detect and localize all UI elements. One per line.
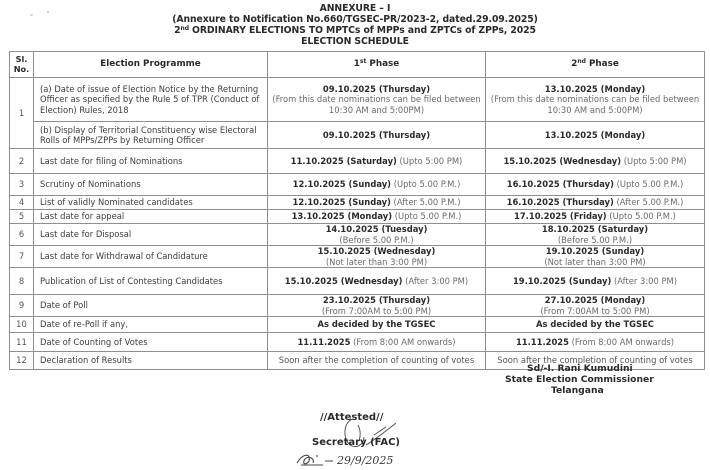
phase-date: 13.10.2025 (Monday) [291,211,393,222]
column-header-programme: Election Programme [34,52,268,78]
phase-note: (After 3:00 PM) [613,275,678,286]
phase-1-cell [268,352,486,370]
phase-date: 16.10.2025 (Thursday) [506,197,614,208]
phase-note: (Upto 5:00 PM) [399,155,463,166]
phase-date: 09.10.2025 (Thursday) [322,129,431,140]
phase-date: As decided by the TGSEC [536,319,654,330]
row-serial-number: 7 [10,246,34,268]
table-row [10,333,705,352]
phase-2-cell [486,196,705,210]
phase-2-cell [486,174,705,196]
phase-note: (From this date nominations can be filed between 10:30 AM and 5:00PM) [272,94,481,115]
phase-date: 11.11.2025 [297,336,351,347]
phase-date: 13.10.2025 (Monday) [544,84,646,95]
phase-date: 19.10.2025 (Sunday) [545,246,645,257]
row-serial-number: 6 [10,224,34,246]
document-header [0,3,710,47]
phase-note: (Upto 5:00 PM) [623,155,687,166]
phase-note: Soon after the completion of counting of votes [278,355,475,366]
phase-note: (Upto 5.00 P.M.) [394,211,462,222]
phase-note: (From 7:00AM to 5:00 PM) [321,305,432,316]
phase-note: (From 8:00 AM onwards) [571,336,675,347]
election-programme-cell: Declaration of Results [34,352,268,370]
annexure-title: ANNEXURE – I [319,3,391,14]
election-programme-cell: Last date for Withdrawal of Candidature [34,246,268,268]
phase-date: 18.10.2025 (Saturday) [541,224,649,235]
notification-reference: (Annexure to Notification No.660/TGSEC-PR/2023-2, dated.29.09.2025) [172,14,538,25]
phase-1-cell [268,317,486,333]
row-serial-number: 11 [10,333,34,352]
phase-1-cell [268,149,486,174]
table-row [10,122,705,149]
phase-date: 14.10.2025 (Tuesday) [325,224,428,235]
phase-note: (From 8:00 AM onwards) [353,336,456,347]
phase-date: 13.10.2025 (Monday) [544,129,646,140]
table-row [10,78,705,122]
phase-2-cell [486,149,705,174]
phase-note: (From 7:00AM to 5:00 PM) [540,305,650,316]
phase-1-cell [268,295,486,317]
phase-1-cell [268,196,486,210]
election-programme-cell: Scrutiny of Nominations [34,174,268,196]
signatory-state: Telangana [551,385,604,396]
table-header-row [10,52,705,78]
election-title: 2nd ORDINARY ELECTIONS TO MPTCs of MPPs and ZPTCs of ZPPs, 2025 [174,25,536,36]
phase-2-cell [486,333,705,352]
row-serial-number: 4 [10,196,34,210]
phase-note: (After 3:00 PM) [405,275,469,286]
phase-1-cell [268,333,486,352]
phase-date: 11.10.2025 (Saturday) [290,155,397,166]
row-serial-number: 3 [10,174,34,196]
commissioner-signature-block [505,363,705,396]
row-serial-number: 1 [10,78,34,149]
phase-note: (Before 5.00 P.M.) [557,234,633,245]
phase-2-cell [486,246,705,268]
phase-note: (Not later than 3:00 PM) [325,256,428,267]
phase-date: As decided by the TGSEC [317,319,436,330]
phase-date: 12.10.2025 (Sunday) [292,197,391,208]
table-row [10,317,705,333]
table-row [10,268,705,295]
column-header-phase-1: 1st Phase [268,52,486,78]
phase-note: (Not later than 3:00 PM) [544,256,646,267]
election-programme-cell: Date of Counting of Votes [34,333,268,352]
phase-date: 12.10.2025 (Sunday) [292,179,392,190]
handwritten-signature-icon [293,447,423,469]
phase-2-cell [486,122,705,149]
row-serial-number: 10 [10,317,34,333]
phase-2-cell [486,317,705,333]
row-serial-number: 5 [10,210,34,224]
phase-note: (Before 5.00 P.M.) [339,234,414,245]
column-header-phase-2: 2nd Phase [486,52,705,78]
attested-label: //Attested// [320,412,384,423]
phase-note: (Upto 5.00 P.M.) [393,179,461,190]
phase-date: 19.10.2025 (Sunday) [512,275,612,286]
phase-date: 27.10.2025 (Monday) [544,295,646,306]
phase-1-cell [268,78,486,122]
table-row [10,210,705,224]
phase-date: 15.10.2025 (Wednesday) [317,246,436,257]
phase-date: 17.10.2025 (Friday) [514,211,607,222]
election-programme-cell: Date of Poll [34,295,268,317]
phase-note: (After 5.00 P.M.) [393,197,461,208]
phase-2-cell [486,224,705,246]
phase-date: 11.11.2025 [515,336,569,347]
phase-note: (Upto 5.00 P.M.) [616,179,684,190]
phase-note: (After 5.00 P.M.) [616,197,684,208]
election-programme-cell: List of validly Nominated candidates [34,196,268,210]
table-row [10,295,705,317]
phase-date: 09.10.2025 (Thursday) [322,84,431,95]
phase-1-cell [268,268,486,295]
phase-1-cell [268,246,486,268]
election-programme-cell: (b) Display of Territorial Constituency wise Electoral Rolls of MPPs/ZPPs by Returning Officer [34,122,268,149]
election-programme-cell: Date of re-Poll if any, [34,317,268,333]
phase-date: 15.10.2025 (Wednesday) [503,155,622,166]
row-serial-number: 12 [10,352,34,370]
election-programme-cell: Last date for Disposal [34,224,268,246]
table-row [10,224,705,246]
phase-note: Soon after the completion of counting of votes [497,355,693,366]
phase-note: (Upto 5.00 P.M.) [609,211,676,222]
phase-2-cell [486,295,705,317]
table-row [10,149,705,174]
signatory-name: Sd/-I. Rani Kumudini [527,363,633,374]
phase-date: 16.10.2025 (Thursday) [506,179,614,190]
phase-date: 15.10.2025 (Wednesday) [284,275,403,286]
election-schedule-table [9,51,705,370]
table-row [10,246,705,268]
phase-1-cell [268,224,486,246]
phase-date: 23.10.2025 (Thursday) [322,295,431,306]
phase-2-cell [486,78,705,122]
table-row [10,174,705,196]
phase-1-cell [268,122,486,149]
column-header-sl: Sl. No. [10,52,34,78]
election-programme-cell: Last date for appeal [34,210,268,224]
phase-1-cell [268,174,486,196]
row-serial-number: 8 [10,268,34,295]
election-programme-cell: Last date for filing of Nominations [34,149,268,174]
phase-2-cell [486,210,705,224]
phase-note: (From this date nominations can be filed between 10:30 AM and 5:00PM) [490,94,700,115]
handwritten-date: 29/9/2025 [337,454,394,467]
row-serial-number: 9 [10,295,34,317]
election-programme-cell: Publication of List of Contesting Candidates [34,268,268,295]
election-programme-cell: (a) Date of issue of Election Notice by the Returning Officer as specified by the Rule 5 of TPR (Conduct of Election) Rules, 2018 [34,78,268,122]
schedule-title: ELECTION SCHEDULE [301,36,409,47]
phase-1-cell [268,210,486,224]
phase-2-cell [486,268,705,295]
table-row [10,196,705,210]
row-serial-number: 2 [10,149,34,174]
secretary-label: Secretary (FAC) [312,437,400,448]
signatory-designation: State Election Commissioner [505,374,654,385]
